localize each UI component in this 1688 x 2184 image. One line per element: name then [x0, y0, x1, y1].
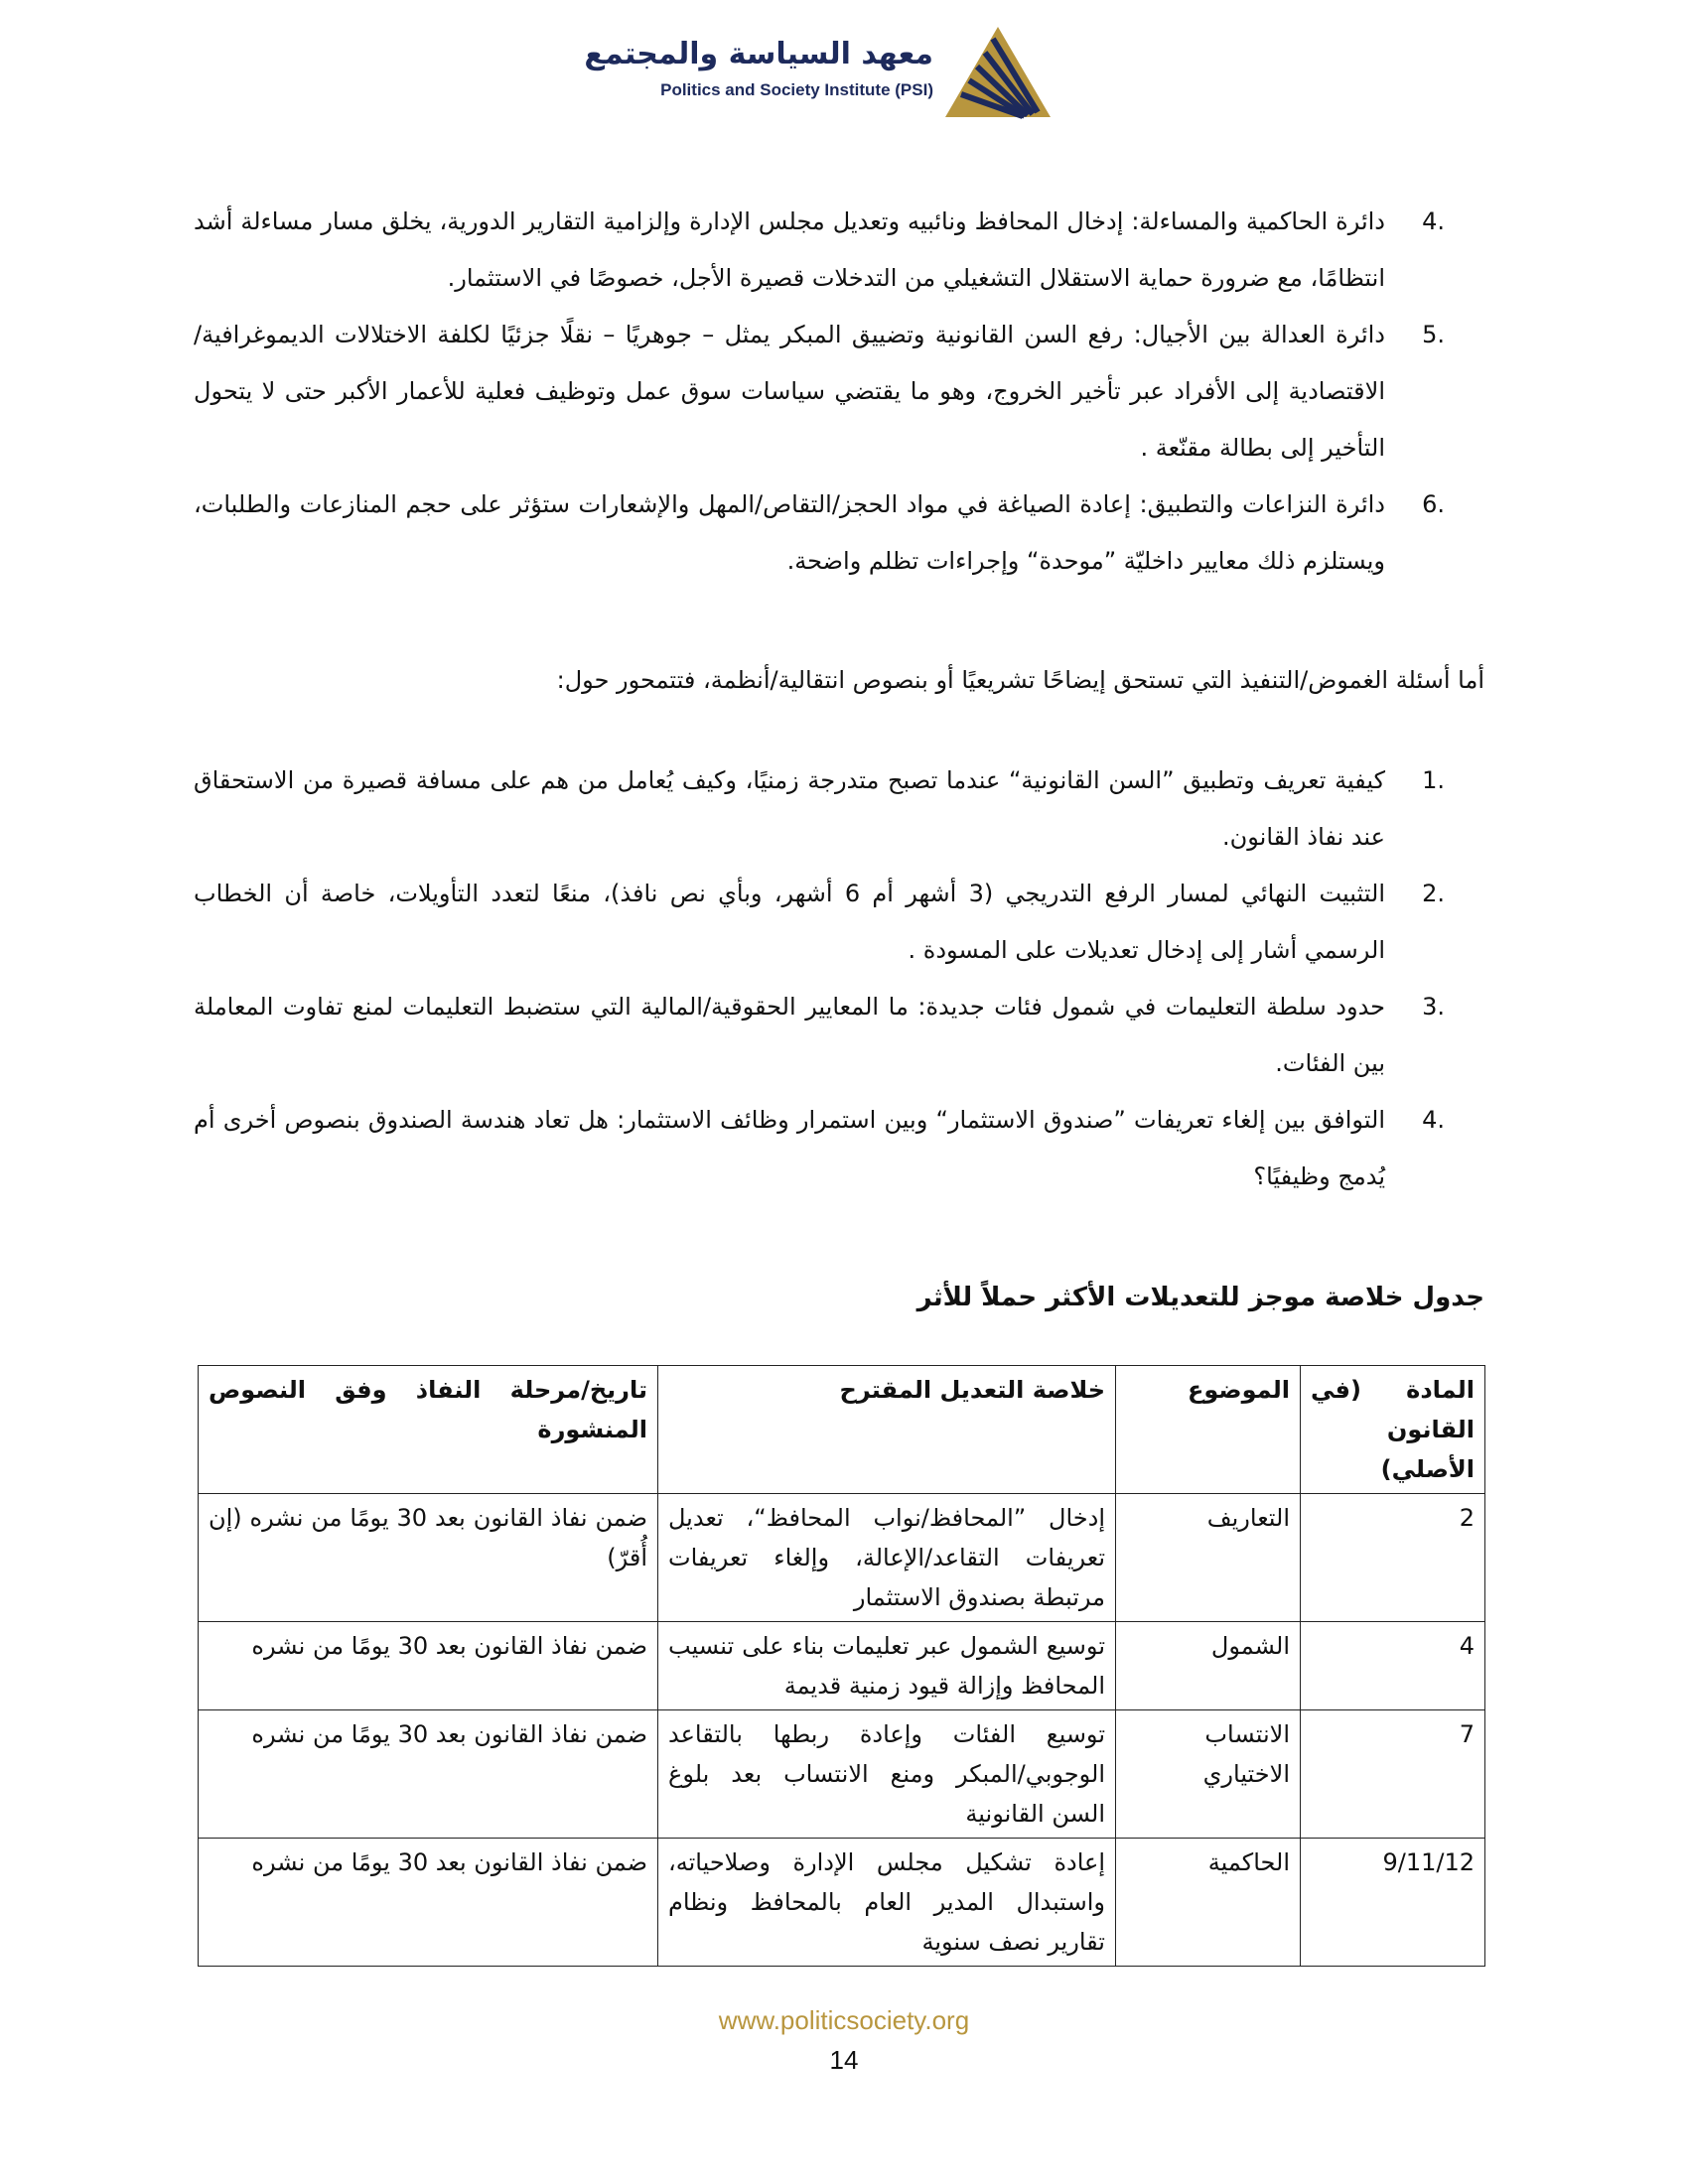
- page-number: 14: [829, 2045, 859, 2075]
- table-header-row: [199, 1366, 1485, 1494]
- cell-summary: إعادة تشكيل مجلس الإدارة وصلاحياته، واستبدال المدير العام بالمحافظ ونظام تقارير نصف سنوية: [658, 1839, 1116, 1967]
- cell-summary: إدخال ”المحافظ/نواب المحافظ“، تعديل تعريفات التقاعد/الإعالة، وإلغاء تعريفات مرتبطة بصندوق الاستثمار: [658, 1494, 1116, 1622]
- item-number: 6.: [1422, 490, 1445, 518]
- cell-effective-date: ضمن نفاذ القانون بعد 30 يومًا من نشره: [199, 1839, 658, 1967]
- table-title: جدول خلاصة موجز للتعديلات الأكثر حملاً للأثر: [916, 1283, 1484, 1312]
- cell-topic: الحاكمية: [1116, 1839, 1301, 1967]
- cell-article: 9/11/12: [1301, 1839, 1485, 1967]
- list-item: [194, 194, 1445, 307]
- intro-paragraph: أما أسئلة الغموض/التنفيذ التي تستحق إيضاحًا تشريعيًا أو بنصوص انتقالية/أنظمة، فتتمحور حول:: [556, 666, 1484, 694]
- pyramid-logo-icon: [943, 25, 1053, 119]
- table-row: [199, 1622, 1485, 1710]
- logo-arabic-name: معهد السياسة والمجتمع: [584, 37, 933, 71]
- item-number: 5.: [1422, 321, 1445, 348]
- list-item: [194, 866, 1445, 979]
- item-number: 2.: [1422, 880, 1445, 907]
- logo-english-name: Politics and Society Institute (PSI): [660, 80, 933, 99]
- cell-effective-date: ضمن نفاذ القانون بعد 30 يومًا من نشره: [199, 1710, 658, 1839]
- table-row: [199, 1710, 1485, 1839]
- table-row: [199, 1494, 1485, 1622]
- item-number: 1.: [1422, 766, 1445, 794]
- list-item: [194, 307, 1445, 477]
- item-number: 3.: [1422, 993, 1445, 1021]
- header-effective-date: تاريخ/مرحلة النفاذ وفق النصوص المنشورة: [199, 1366, 658, 1494]
- list-item: [194, 1092, 1445, 1205]
- list-item: [194, 477, 1445, 590]
- list-item: [194, 752, 1445, 866]
- cell-article: 4: [1301, 1622, 1485, 1710]
- cell-topic: الشمول: [1116, 1622, 1301, 1710]
- cell-article: 2: [1301, 1494, 1485, 1622]
- header-topic: الموضوع: [1116, 1366, 1301, 1494]
- item-text: كيفية تعريف وتطبيق ”السن القانونية“ عندما تصبح متدرجة زمنيًا، وكيف يُعامل من هم على مسافة قصيرة من الاستحقاق عند نفاذ القانون.: [194, 766, 1385, 851]
- institute-logo: [584, 25, 1053, 119]
- item-text: دائرة العدالة بين الأجيال: رفع السن القانونية وتضييق المبكر يمثل – جوهريًا – نقلًا جزئيًا لكلفة الاختلالات الديموغرافية/الاقتصادية إلى الأفراد عبر تأخير الخروج، وهو ما يقتضي سياسات سوق عمل وتوظيف فعلية للأعمار الأكبر حتى لا يتحول التأخير إلى بطالة مقنّعة .: [194, 321, 1385, 462]
- item-number: 4.: [1422, 1106, 1445, 1134]
- item-text: التوافق بين إلغاء تعريفات ”صندوق الاستثمار“ وبين استمرار وظائف الاستثمار: هل تعاد هندسة الصندوق بنصوص أخرى أم يُدمج وظيفيًا؟: [194, 1106, 1385, 1190]
- cell-effective-date: ضمن نفاذ القانون بعد 30 يومًا من نشره (إن أُقرّ): [199, 1494, 658, 1622]
- item-text: حدود سلطة التعليمات في شمول فئات جديدة: ما المعايير الحقوقية/المالية التي ستضبط التعليمات لمنع تفاوت المعاملة بين الفئات.: [194, 993, 1385, 1077]
- cell-topic: الانتساب الاختياري: [1116, 1710, 1301, 1839]
- cell-effective-date: ضمن نفاذ القانون بعد 30 يومًا من نشره: [199, 1622, 658, 1710]
- header-summary: خلاصة التعديل المقترح: [658, 1366, 1116, 1494]
- item-text: التثبيت النهائي لمسار الرفع التدريجي (3 أشهر أم 6 أشهر، وبأي نص نافذ)، منعًا لتعدد التأويلات، خاصة أن الخطاب الرسمي أشار إلى إدخال تعديلات على المسودة .: [194, 880, 1386, 964]
- cell-summary: توسيع الشمول عبر تعليمات بناء على تنسيب المحافظ وإزالة قيود زمنية قديمة: [658, 1622, 1116, 1710]
- cell-summary: توسيع الفئات وإعادة ربطها بالتقاعد الوجوبي/المبكر ومنع الانتساب بعد بلوغ السن القانونية: [658, 1710, 1116, 1839]
- item-number: 4.: [1422, 207, 1445, 235]
- circles-list: [194, 194, 1445, 590]
- footer-website-link[interactable]: www.politicsociety.org: [718, 2005, 970, 2035]
- table-row: [199, 1839, 1485, 1967]
- item-text: دائرة النزاعات والتطبيق: إعادة الصياغة في مواد الحجز/التقاص/المهل والإشعارات ستؤثر على حجم المنازعات والطلبات، ويستلزم ذلك معايير داخليّة ”موحدة“ وإجراءات تظلم واضحة.: [194, 490, 1385, 575]
- cell-article: 7: [1301, 1710, 1485, 1839]
- amendments-table: [198, 1365, 1485, 1967]
- header-article: المادة (في القانون الأصلي): [1301, 1366, 1485, 1494]
- cell-topic: التعاريف: [1116, 1494, 1301, 1622]
- item-text: دائرة الحاكمية والمساءلة: إدخال المحافظ ونائبيه وتعديل مجلس الإدارة وإلزامية التقارير الدورية، يخلق مسار مساءلة أشد انتظامًا، مع ضرورة حماية الاستقلال التشغيلي من التدخلات قصيرة الأجل، خصوصًا في الاستثمار.: [194, 207, 1385, 292]
- list-item: [194, 979, 1445, 1092]
- questions-list: [194, 752, 1445, 1205]
